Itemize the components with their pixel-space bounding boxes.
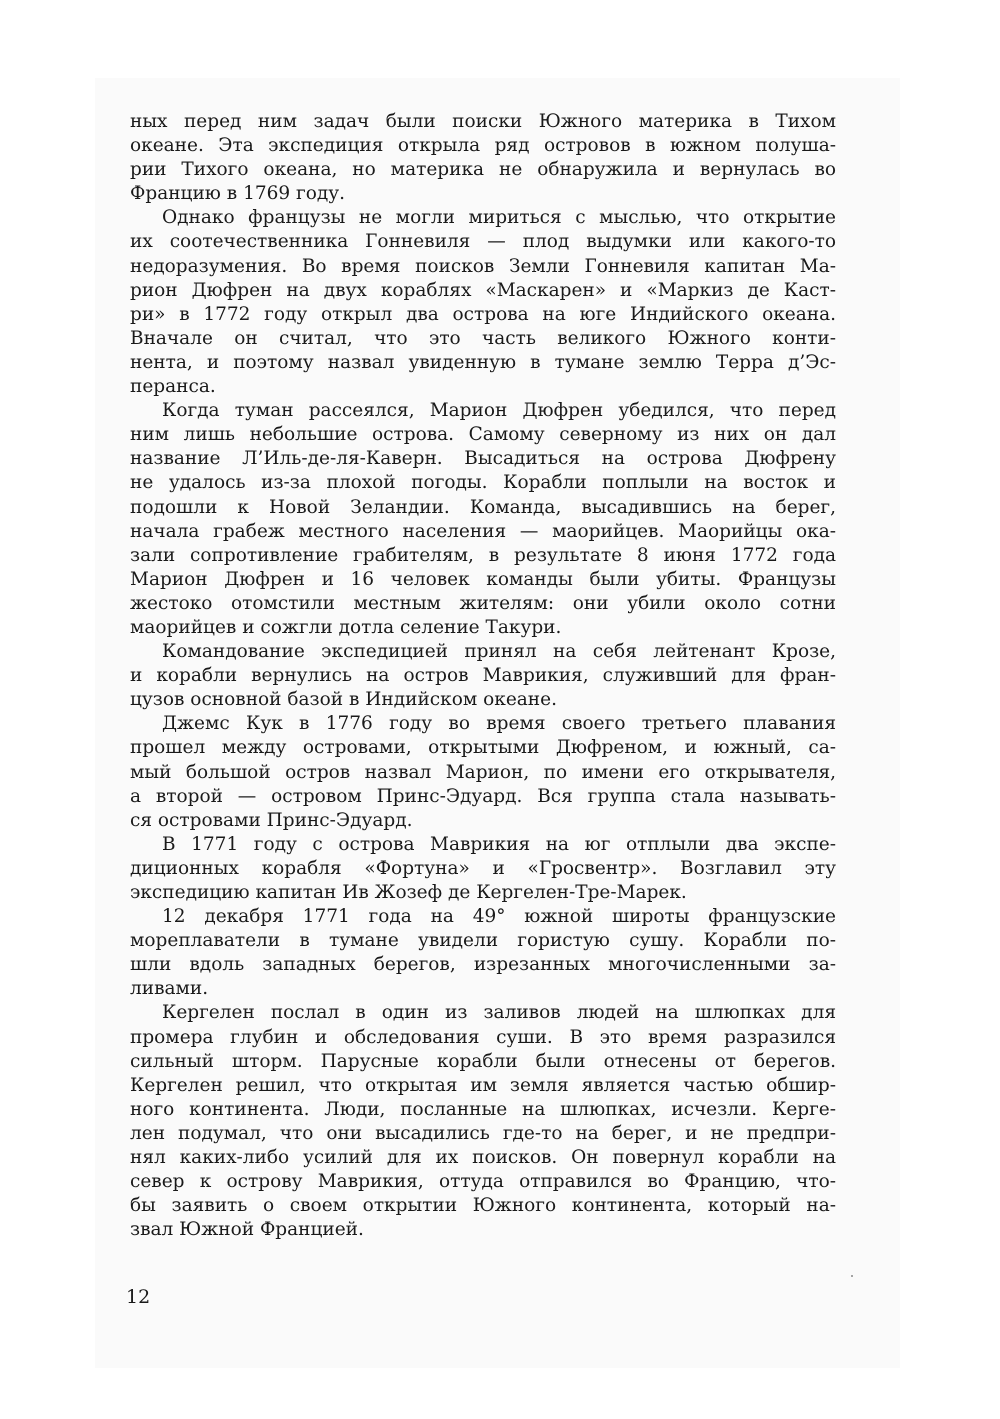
text-line: промера глубин и обследования суши. В это время разразился — [130, 1026, 836, 1048]
text-line: океане. Эта экспедиция открыла ряд островов в южном полуша- — [130, 135, 836, 157]
text-line: нял каких-либо усилий для их поисков. Он повернул корабли на — [130, 1147, 836, 1169]
text-line: прошел между островами, открытыми Дюфреном, и южный, са- — [130, 737, 836, 759]
text-line: сильный шторм. Парусные корабли были отнесены от берегов. — [130, 1050, 836, 1072]
text-line: лен подумал, что они высадились где-то на берег, и не предпри- — [130, 1122, 836, 1144]
text-line: звал Южной Францией. — [130, 1219, 364, 1241]
text-line: Когда туман рассеялся, Марион Дюфрен убедился, что перед — [162, 400, 836, 422]
text-line: название Л’Иль-де-ля-Каверн. Высадиться на острова Дюфрену — [130, 448, 836, 470]
text-line: мореплаватели в тумане увидели гористую сушу. Корабли по- — [130, 930, 836, 952]
body-text — [130, 110, 836, 1242]
text-line: рии Тихого океана, но материка не обнаружила и вернулась во — [130, 159, 836, 181]
text-line: недоразумения. Во время поисков Земли Гонневиля капитан Ма- — [130, 255, 836, 277]
text-line: ного континента. Люди, посланные на шлюпках, исчезли. Керге- — [130, 1098, 836, 1120]
text-line: ливами. — [130, 978, 209, 1000]
text-line: мый большой остров назвал Марион, по имени его открывателя, — [130, 761, 836, 783]
text-line: Францию в 1769 году. — [130, 183, 346, 205]
text-line: нента, и поэтому назвал увиденную в тумане землю Терра д’Эс- — [130, 351, 836, 373]
text-line: не удалось из-за плохой погоды. Корабли поплыли на восток и — [130, 472, 836, 494]
text-line: а второй — островом Принс-Эдуард. Вся группа стала называть- — [130, 785, 836, 807]
text-line: и корабли вернулись на остров Маврикия, служивший для фран- — [130, 665, 836, 687]
text-line: 12 декабря 1771 года на 49° южной широты французские — [162, 906, 836, 928]
text-line: В 1771 году с острова Маврикия на юг отплыли два экспе- — [162, 833, 836, 855]
text-line: их соотечественника Гонневиля — плод выдумки или какого-то — [130, 231, 836, 253]
text-line: ных перед ним задач были поиски Южного материка в Тихом — [130, 111, 836, 132]
text-line: маорийцев и сожгли дотла селение Такури. — [130, 616, 562, 638]
scan-speck — [851, 1275, 853, 1277]
text-line: Марион Дюфрен и 16 человек команды были убиты. Французы — [130, 568, 836, 590]
text-line: Кергелен решил, что открытая им земля является частью обшир- — [130, 1074, 836, 1096]
text-line: перанса. — [130, 376, 216, 398]
text-line: цузов основной базой в Индийском океане. — [130, 689, 557, 711]
text-line: зали сопротивление грабителям, в результате 8 июня 1772 года — [130, 544, 836, 566]
text-line: жестоко отомстили местным жителям: они убили около сотни — [130, 592, 836, 614]
text-line: Однако французы не могли мириться с мыслью, что открытие — [162, 207, 836, 229]
text-line: север к острову Маврикия, оттуда отправился во Францию, что- — [130, 1171, 836, 1193]
text-line: начала грабеж местного населения — маорийцев. Маорийцы ока- — [130, 520, 836, 542]
text-line: подошли к Новой Зеландии. Команда, высадившись на берег, — [130, 496, 836, 518]
text-line: ним лишь небольшие острова. Самому северному из них он дал — [130, 424, 836, 446]
text-line: бы заявить о своем открытии Южного континента, который на- — [130, 1195, 836, 1217]
text-line: экспедицию капитан Ив Жозеф де Кергелен-Тре-Марек. — [130, 882, 687, 903]
text-line: Командование экспедицией принял на себя лейтенант Крозе, — [162, 641, 836, 663]
text-line: шли вдоль западных берегов, изрезанных многочисленными за- — [130, 954, 836, 976]
text-line: рион Дюфрен на двух кораблях «Маскарен» и «Маркиз де Каст- — [130, 279, 836, 301]
text-line: ри» в 1772 году открыл два острова на юге Индийского океана. — [130, 303, 836, 325]
text-line: диционных корабля «Фортуна» и «Гросвентр». Возглавил эту — [130, 857, 836, 879]
text-line: ся островами Принс-Эдуард. — [130, 809, 413, 831]
text-line: Джемс Кук в 1776 году во время своего третьего плавания — [162, 713, 836, 735]
text-line: Вначале он считал, что это часть великого Южного конти- — [130, 327, 836, 349]
page-number: 12 — [126, 1286, 151, 1308]
text-line: Кергелен послал в один из заливов людей на шлюпках для — [162, 1002, 836, 1024]
